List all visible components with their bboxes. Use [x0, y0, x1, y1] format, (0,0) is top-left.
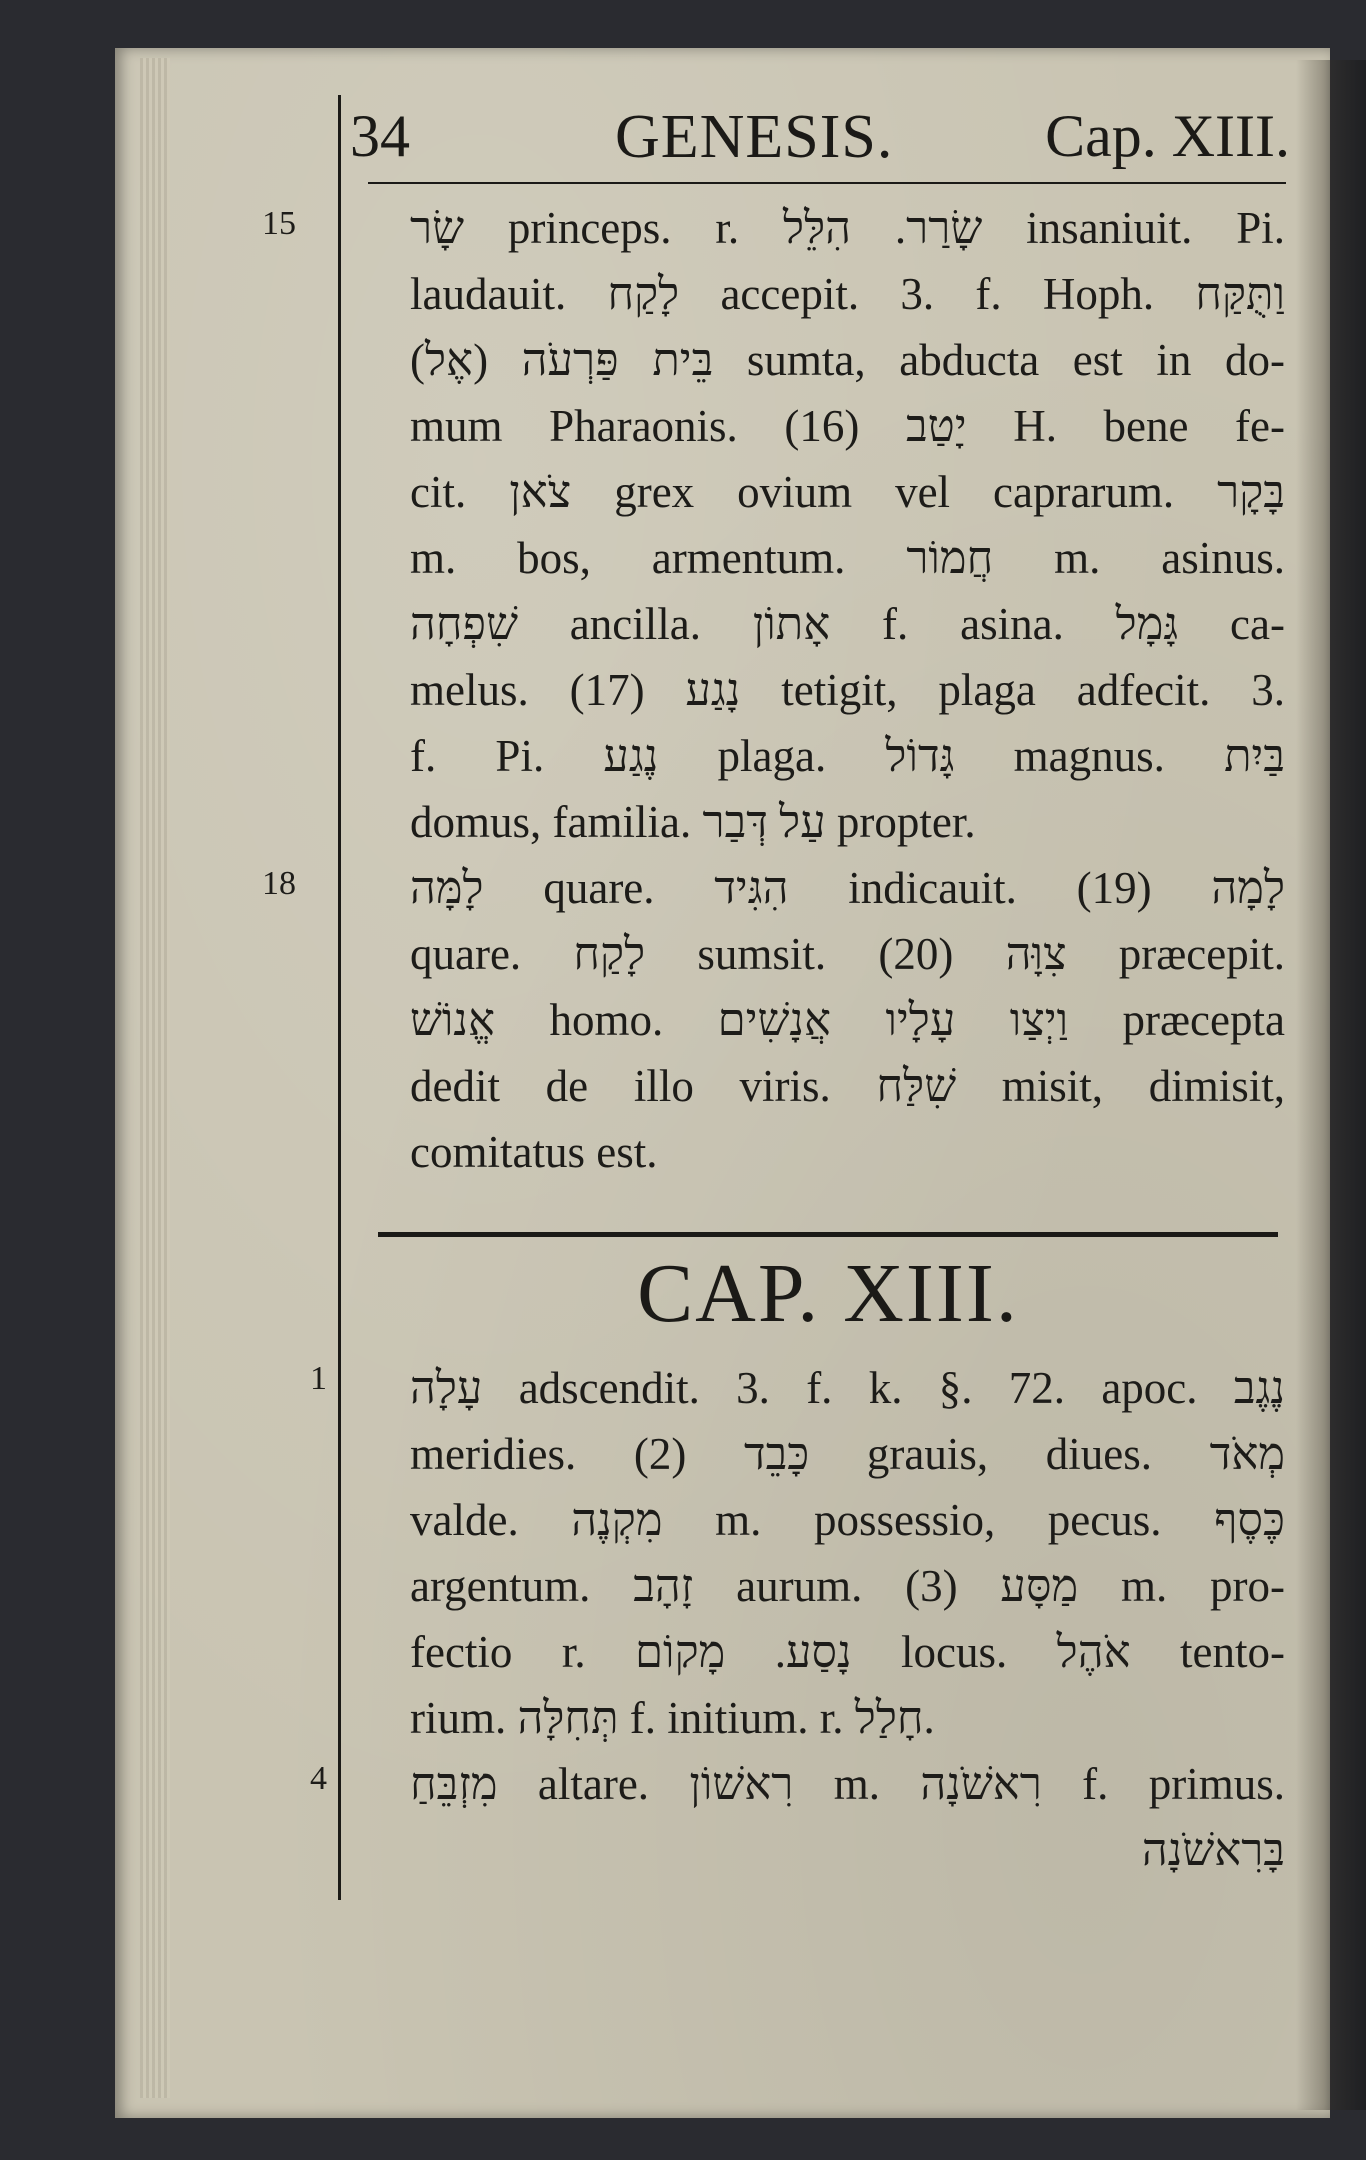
running-title: GENESIS.	[615, 103, 894, 171]
text-line: cit. צֹאן grex ovium vel caprarum. בָּקָר	[410, 467, 1285, 517]
text-line: fectio r. נָסַע. מָקוֹם locus. אֹהֶל tento-	[410, 1627, 1285, 1677]
verse-number: 18	[262, 865, 296, 902]
vocabulary-block-chapter-xiii	[410, 1355, 1285, 1883]
text-line: quare. לָקַח sumsit. (20) צִוָּה præcepit.	[410, 929, 1285, 979]
text-line: argentum. זָהָב aurum. (3) מַסָּע m. pro-	[410, 1561, 1286, 1611]
text-line: f. Pi. נֶגַע plaga. גָּדוֹל magnus. בַּיִת	[410, 731, 1285, 781]
text-line: לָמָּה quare. הִגִּיד indicauit. (19) לָמָה	[410, 863, 1285, 913]
text-line: בָּרִאשֹׁנָה	[1141, 1825, 1285, 1875]
text-line: אֱנוֹשׁ homo. וַיְצַו עָלָיו אֲנָשִׁים præcepta	[410, 995, 1285, 1045]
page-edges	[140, 58, 170, 2098]
text-line: שִׁפְחָה ancilla. אָתוֹן f. asina. גָּמָל ca-	[410, 599, 1285, 649]
text-line: melus. (17) נָגַע tetigit, plaga adfecit. 3.	[410, 665, 1285, 715]
chapter-divider-rule	[378, 1232, 1278, 1237]
header-rule	[368, 182, 1286, 184]
verse-number: 15	[262, 205, 296, 242]
text-line: מִזְבֵּחַ altare. רִאשׁוֹן m. רִאשֹׁנָה f. primus.	[410, 1759, 1285, 1809]
text-line: עָלָה adscendit. 3. f. k. §. 72. apoc. נֶגֶב	[410, 1363, 1285, 1413]
text-line: domus, familia. עַל דְּבַר propter.	[410, 797, 976, 847]
binding-shadow	[1296, 60, 1366, 2110]
text-line: mum Pharaonis. (16) יָטַב H. bene fe-	[410, 401, 1286, 451]
text-line: שָׂר princeps. r. שָׂרַר. הִלֵּל insaniuit. Pi.	[410, 203, 1286, 253]
text-line: rium. תְּחִלָּה f. initium. r. חָלַל.	[410, 1693, 935, 1743]
vocabulary-block-previous-chapter	[410, 195, 1285, 1185]
text-line: comitatus est.	[410, 1127, 658, 1177]
chapter-label: Cap. XIII.	[1045, 103, 1290, 169]
verse-number: 4	[310, 1760, 327, 1797]
chapter-heading: CAP. XIII.	[637, 1247, 1019, 1340]
verse-number: 1	[310, 1360, 327, 1397]
text-line: valde. מִקְנֶה m. possessio, pecus. כֶּסֶף	[410, 1495, 1285, 1545]
text-line: laudauit. לָקַח accepit. 3. f. Hoph. וַתֻּקַּח	[410, 269, 1285, 319]
running-header	[350, 102, 1290, 172]
page-number: 34	[350, 103, 410, 169]
margin-rule	[338, 95, 341, 1900]
text-line: m. bos, armentum. חֲמוֹר m. asinus.	[410, 533, 1285, 583]
text-line: meridies. (2) כָּבֵד grauis, diues. מְאֹד	[410, 1429, 1285, 1479]
text-line: (אֶל) בֵּית פַּרְעֹה sumta, abducta est in do-	[410, 335, 1285, 385]
text-line: dedit de illo viris. שִׁלַּח misit, dimisit,	[410, 1061, 1286, 1111]
